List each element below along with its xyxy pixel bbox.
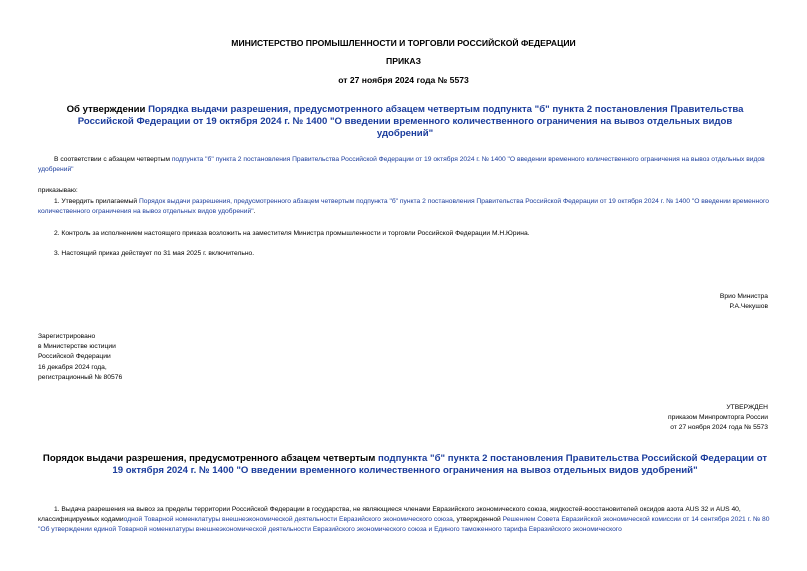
registration-line: 16 декабря 2024 года,: [38, 363, 107, 371]
item-1-link[interactable]: Порядок выдачи разрешения, предусмотренного абзацем четвертым подпункта "б" пункта 2 постановления Правительства Российской Федерации от 19 октября 2024 г. № 1400 "О введении временного количественного ограничения на вывоз отдельных видов удобрений": [38, 198, 769, 216]
approval-line: от 27 ноября 2024 года № 5573: [670, 424, 768, 432]
annex-title-prefix: Порядок выдачи разрешения, предусмотренного абзацем четвертым: [42, 453, 378, 464]
annex-link2[interactable]: Решением Совета Евразийской экономической комиссии от 14 сентября 2021 г. № 80 "Об утверждении единой Товарной номенклатуры внешнеэкономической деятельности Евразийского экономического союза и Единого таможенного тарифа Евразийского экономического: [38, 516, 770, 534]
order-item-2: 2. Контроль за исполнением настоящего приказа возложить на заместителя Министра промышленности и торговли Российской Федерации М.Н.Юрина.: [54, 230, 530, 237]
preamble-paragraph: [38, 155, 772, 175]
approval-block: [668, 403, 768, 434]
document-title: [60, 104, 750, 140]
signature-name: Р.А.Чекушов: [729, 303, 768, 310]
item-1-suffix: .: [253, 208, 256, 216]
registration-line: регистрационный № 80576: [38, 373, 123, 381]
annex-part1: 1. Выдача разрешения на вывоз за пределы территории Российской Федерации в государства, не являющиеся членами Евразийского экономического союза, жидкостей-восстановителей оксидов азота AUS 32 и AUS 40, классифицируемых кодами: [38, 506, 741, 524]
doc-type-heading: ПРИКАЗ: [386, 56, 421, 66]
registration-line: Зарегистрировано: [38, 333, 96, 340]
doc-date-number: от 27 ноября 2024 года № 5573: [338, 75, 469, 85]
annex-title: [40, 453, 770, 477]
annex-part2: , утвержденной: [452, 516, 503, 524]
order-item-3: 3. Настоящий приказ действует по 31 мая 2025 г. включительно.: [54, 250, 255, 257]
preamble-link[interactable]: подпункта "б" пункта 2 постановления Правительства Российской Федерации от 19 октября 2024 г. № 1400 "О введении временного количественного ограничения на вывоз отдельных видов удобрений": [38, 156, 765, 174]
annex-link1[interactable]: одной Товарной номенклатуры внешнеэкономической деятельности Евразийского экономического союза: [123, 516, 453, 524]
approval-line: приказом Минпромторга России: [668, 414, 768, 422]
title-prefix: Об утверждении: [66, 104, 149, 115]
annex-title-link[interactable]: подпункта "б" пункта 2 постановления Правительства Российской Федерации от 19 октября 2024 г. № 1400 "О введении временного количественного ограничения на вывоз отдельных видов удобрений": [112, 453, 768, 476]
ministry-heading: МИНИСТЕРСТВО ПРОМЫШЛЕННОСТИ И ТОРГОВЛИ РОССИЙСКОЙ ФЕДЕРАЦИИ: [231, 38, 576, 48]
approval-line: УТВЕРЖДЕН: [726, 404, 768, 411]
order-item-1: [38, 197, 772, 217]
registration-line: в Министерстве юстиции: [38, 343, 116, 351]
registration-block: [38, 332, 122, 383]
preamble-prefix: В соответствии с абзацем четвертым: [54, 156, 172, 163]
annex-paragraph: [38, 505, 772, 543]
signature-position: Врио Министра: [719, 293, 768, 300]
registration-line: Российской Федерации: [38, 353, 111, 361]
item-1-prefix: 1. Утвердить прилагаемый: [54, 198, 139, 205]
title-link[interactable]: Порядка выдачи разрешения, предусмотренного абзацем четвертым подпункта "б" пункта 2 постановления Правительства Российской Федерации от 19 октября 2024 г. № 1400 "О введении временного количественного ограничения на вывоз отдельных видов удобрений": [77, 104, 744, 139]
order-word: приказываю:: [38, 187, 78, 194]
